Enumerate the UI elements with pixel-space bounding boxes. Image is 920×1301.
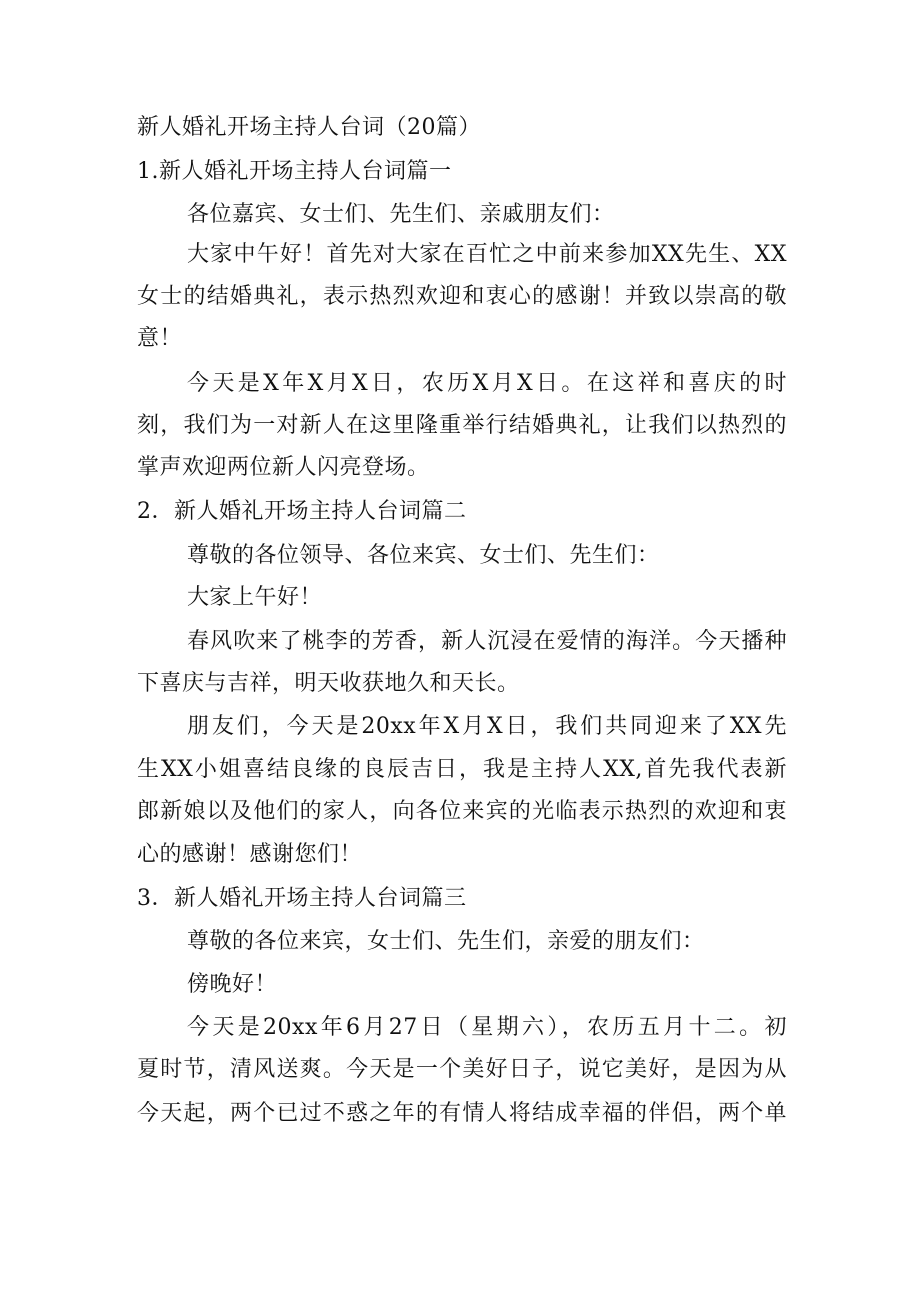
paragraph-line: 大家中午好！首先对大家在百忙之中前来参加XX先生、XX bbox=[187, 242, 787, 267]
paragraph-line: 今天起，两个已过不惑之年的有情人将结成幸福的伴侣，两个单 bbox=[137, 1101, 787, 1126]
paragraph-line: 尊敬的各位来宾，女士们、先生们，亲爱的朋友们： bbox=[187, 929, 705, 954]
paragraph-line: 下喜庆与吉祥，明天收获地久和天长。 bbox=[137, 671, 520, 696]
paragraph-line: 心的感谢！感谢您们！ bbox=[137, 842, 363, 867]
section-heading-2: 2．新人婚礼开场主持人台词篇二 bbox=[137, 499, 467, 524]
paragraph-line: 春风吹来了桃李的芳香，新人沉浸在爱情的海洋。今天播种 bbox=[187, 629, 787, 654]
paragraph-line: 大家上午好！ bbox=[187, 585, 323, 610]
paragraph-line: 刻，我们为一对新人在这里隆重举行结婚典礼，让我们以热烈的 bbox=[137, 413, 787, 438]
paragraph-line: 生XX小姐喜结良缘的良辰吉日，我是主持人XX,首先我代表新 bbox=[137, 757, 787, 782]
paragraph-line: 今天是20xx年6月27日（星期六），农历五月十二。初 bbox=[187, 1015, 787, 1040]
paragraph-line: 意！ bbox=[137, 326, 183, 351]
paragraph-line: 今天是X年X月X日，农历X月X日。在这祥和喜庆的时 bbox=[187, 371, 787, 396]
paragraph-line: 傍晚好！ bbox=[187, 972, 278, 997]
paragraph-line: 夏时节，清风送爽。今天是一个美好日子，说它美好，是因为从 bbox=[137, 1057, 787, 1082]
paragraph-line: 朋友们，今天是20xx年X月X日，我们共同迎来了XX先 bbox=[187, 714, 787, 739]
section-heading-3: 3．新人婚礼开场主持人台词篇三 bbox=[137, 886, 467, 911]
paragraph-line: 各位嘉宾、女士们、先生们、亲戚朋友们： bbox=[187, 202, 615, 227]
paragraph-line: 掌声欢迎两位新人闪亮登场。 bbox=[137, 455, 430, 480]
section-heading-1: 1.新人婚礼开场主持人台词篇一 bbox=[137, 159, 452, 184]
paragraph-line: 女士的结婚典礼，表示热烈欢迎和衷心的感谢！并致以崇高的敬 bbox=[137, 284, 787, 309]
document-title: 新人婚礼开场主持人台词（20篇） bbox=[137, 115, 481, 140]
paragraph-line: 郎新娘以及他们的家人，向各位来宾的光临表示热烈的欢迎和衷 bbox=[137, 799, 787, 824]
paragraph-line: 尊敬的各位领导、各位来宾、女士们、先生们： bbox=[187, 543, 660, 568]
